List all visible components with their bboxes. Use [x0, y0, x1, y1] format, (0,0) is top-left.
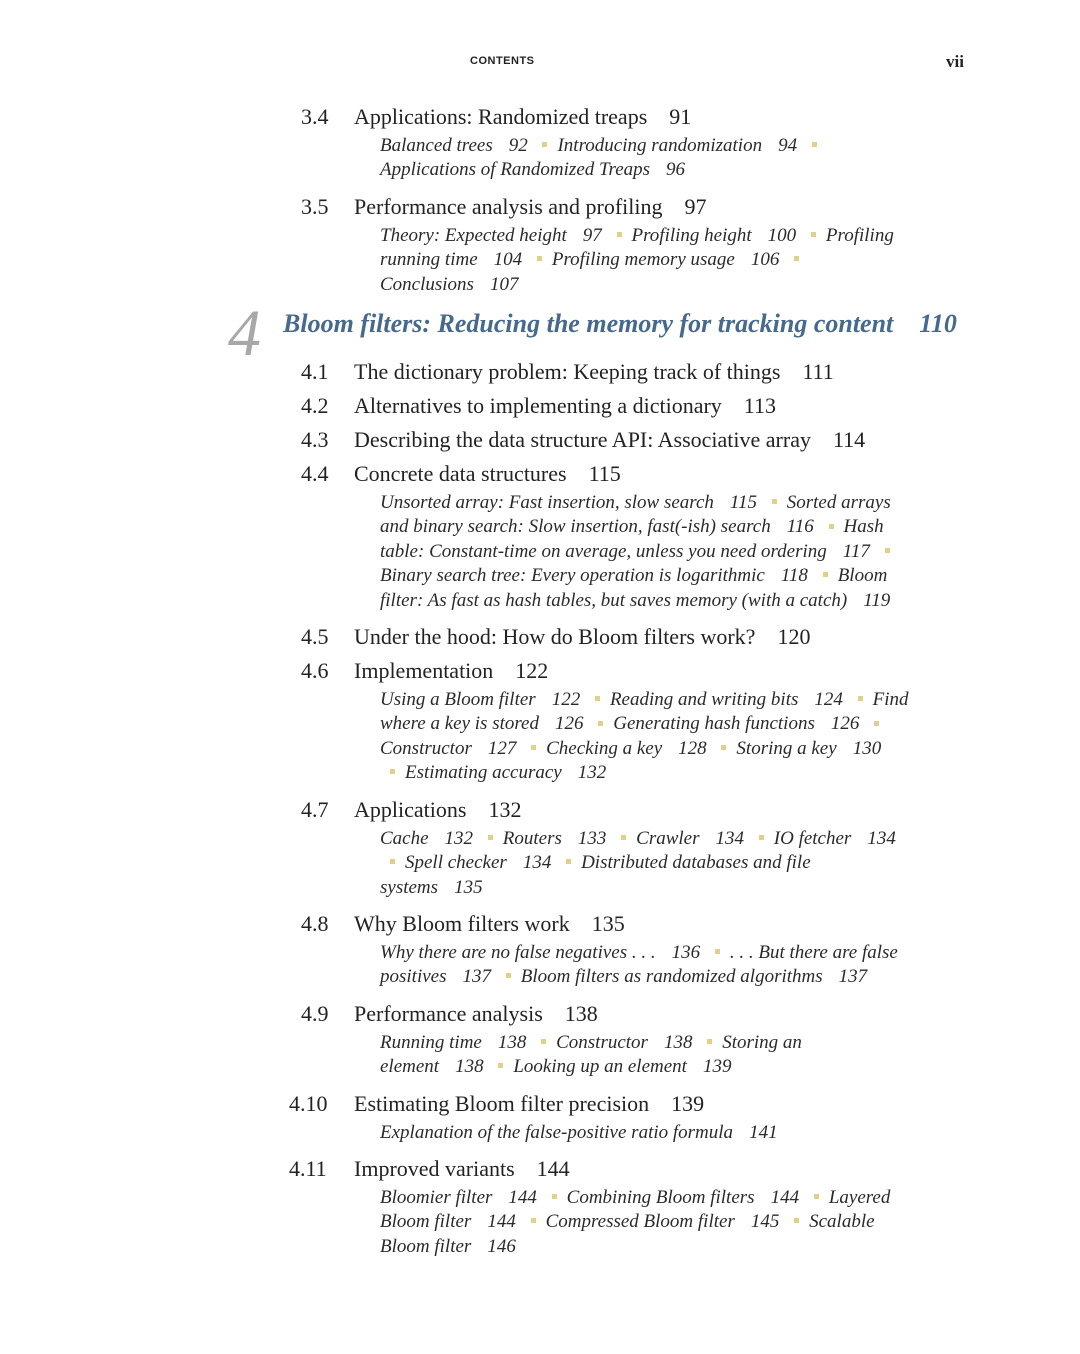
bullet-separator: [542, 142, 547, 147]
subsection-title: IO fetcher: [773, 827, 852, 849]
subsection-title: Why there are no false negatives . . .: [380, 941, 656, 963]
section-title-text: Estimating Bloom filter precision: [354, 1090, 650, 1116]
section-title-text: Applications: [354, 796, 467, 822]
section-title: [354, 654, 548, 688]
subsection-title: Find where a key is stored: [380, 689, 909, 735]
section-page: 115: [588, 461, 621, 487]
bullet-separator: [390, 859, 395, 864]
subsection-entry[interactable]: [557, 135, 797, 156]
subsection-page: 94: [778, 135, 798, 156]
toc-section[interactable]: [0, 100, 1080, 134]
section-title-text: Improved variants: [354, 1155, 515, 1181]
subsection-title: Explanation of the false-positive ratio formula: [380, 1121, 734, 1143]
toc-section[interactable]: [0, 457, 1080, 491]
section-page: 135: [591, 910, 625, 936]
bullet-separator: [566, 859, 571, 864]
section-title: [354, 100, 691, 134]
subsection-title: Estimating accuracy: [405, 762, 562, 784]
bullet-separator: [595, 696, 600, 701]
subsection-page: 122: [551, 689, 581, 711]
section-page: 111: [802, 359, 834, 385]
subsection-title: Combining Bloom filters: [566, 1186, 755, 1208]
toc-section[interactable]: [0, 389, 1080, 423]
subsection-title: Crawler: [636, 827, 700, 849]
subsection-page: 117: [842, 540, 870, 562]
section-number: 4.2: [301, 393, 329, 419]
subsection-entry[interactable]: [567, 1187, 799, 1208]
section-number: 3.5: [301, 193, 329, 219]
subsection-page: 118: [780, 565, 808, 587]
subsection-page: 138: [497, 1031, 527, 1053]
subsection-title: Profiling memory usage: [551, 249, 735, 271]
section-title: [354, 457, 621, 491]
section-title: [354, 907, 625, 941]
bullet-separator: [823, 572, 828, 577]
subsection-title: Profiling running time: [380, 224, 894, 271]
toc-section[interactable]: [0, 793, 1080, 827]
bullet-separator: [829, 524, 834, 529]
chapter-page: 110: [919, 309, 957, 339]
subsection-title: Checking a key: [546, 737, 663, 759]
subsection-page: 134: [867, 827, 896, 849]
subsection-entry[interactable]: [380, 135, 528, 156]
bullet-separator: [811, 232, 816, 237]
subsection-title: Bloomier filter: [380, 1186, 493, 1208]
subsection-title: Looking up an element: [513, 1056, 687, 1078]
subsection-page: 128: [678, 737, 707, 759]
subsection-page: 132: [444, 827, 474, 849]
section-number: 4.11: [289, 1155, 327, 1181]
subsection-page: 100: [767, 224, 797, 246]
section-title-text: Performance analysis: [354, 1000, 543, 1026]
bullet-separator: [531, 745, 536, 750]
toc-section[interactable]: [0, 907, 1080, 941]
subsection-title: Bloom filter: As fast as hash tables, but saves memory (with a catch): [380, 565, 888, 611]
subsection-title: Storing a key: [736, 737, 837, 759]
subsection-title: Introducing randomization: [557, 135, 763, 156]
table-of-contents: [0, 100, 1080, 1266]
section-title: [354, 620, 810, 654]
subsection-page: 97: [582, 224, 602, 246]
section-title-text: Alternatives to implementing a dictionary: [354, 393, 722, 419]
subsection-entry[interactable]: [380, 159, 685, 180]
subsection-list: [380, 827, 910, 900]
subsection-entry[interactable]: [380, 828, 473, 849]
section-page: 97: [684, 193, 707, 219]
section-title: [354, 389, 776, 423]
subsection-page: 107: [489, 273, 519, 295]
subsection-page: 137: [838, 966, 868, 988]
subsection-title: Using a Bloom filter: [380, 689, 536, 711]
subsection-page: 104: [493, 249, 523, 271]
subsection-title: Cache: [380, 827, 429, 849]
bullet-separator: [814, 1194, 819, 1199]
toc-section[interactable]: [0, 620, 1080, 654]
subsection-title: Constructor: [380, 737, 472, 759]
subsection-title: Layered Bloom filter: [380, 1186, 891, 1233]
bullet-separator: [858, 696, 863, 701]
subsection-page: 134: [522, 852, 552, 874]
section-number: 4.9: [301, 1000, 329, 1026]
subsection-entry[interactable]: [380, 689, 580, 710]
section-page: 114: [832, 427, 866, 453]
section-title: [354, 1152, 570, 1186]
subsection-page: 96: [666, 159, 686, 181]
section-title: [354, 793, 521, 827]
subsection-entry[interactable]: [380, 274, 518, 295]
bullet-separator: [707, 1039, 712, 1044]
subsection-entry[interactable]: [774, 828, 896, 849]
bullet-separator: [531, 1218, 536, 1223]
subsection-page: 135: [454, 876, 483, 898]
section-title-text: Describing the data structure API: Associative array: [354, 427, 811, 453]
subsection-list: [380, 224, 910, 297]
bullet-separator: [537, 256, 542, 261]
subsection-title: Theory: Expected height: [380, 224, 567, 246]
subsection-list: [380, 688, 910, 786]
subsection-entry[interactable]: [503, 828, 607, 849]
subsection-page: 144: [508, 1186, 537, 1208]
subsection-entry[interactable]: [380, 1187, 537, 1208]
subsection-page: 132: [577, 762, 607, 784]
bullet-separator: [598, 721, 603, 726]
section-title: [354, 997, 598, 1031]
subsection-list: [380, 491, 910, 613]
section-page: 113: [743, 393, 776, 419]
subsection-title: Sorted arrays and binary search: Slow insertion, fast(-ish) search: [380, 492, 891, 538]
subsection-title: Compressed Bloom filter: [545, 1211, 735, 1233]
subsection-page: 138: [455, 1056, 484, 1078]
toc-section[interactable]: [0, 355, 1080, 389]
toc-section[interactable]: [0, 190, 1080, 224]
running-header: CONTENTS: [470, 55, 535, 67]
subsection-entry[interactable]: [521, 966, 867, 987]
subsection-page: 144: [487, 1211, 516, 1233]
section-number: 4.6: [301, 658, 329, 684]
subsection-entry[interactable]: [380, 565, 808, 586]
section-number: 3.4: [301, 104, 329, 129]
subsection-entry[interactable]: [632, 225, 797, 246]
subsection-list: [380, 1186, 910, 1259]
bullet-separator: [488, 835, 493, 840]
subsection-page: 144: [770, 1186, 800, 1208]
bullet-separator: [885, 548, 890, 553]
subsection-entry[interactable]: [513, 1056, 731, 1077]
subsection-page: 92: [508, 135, 528, 156]
bullet-separator: [794, 256, 799, 261]
subsection-title: . . . But there are false positives: [380, 941, 898, 988]
section-number: 4.1: [301, 359, 329, 385]
section-title-text: Concrete data structures: [354, 461, 567, 487]
bullet-separator: [617, 232, 622, 237]
bullet-separator: [621, 835, 626, 840]
subsection-entry[interactable]: [380, 1122, 778, 1143]
subsection-entry[interactable]: [736, 738, 881, 759]
subsection-entry[interactable]: [552, 249, 779, 270]
subsection-entry[interactable]: [610, 689, 843, 710]
bullet-separator: [506, 973, 511, 978]
section-title-text: The dictionary problem: Keeping track of things: [354, 359, 781, 385]
section-page: 120: [777, 624, 811, 650]
subsection-title: Profiling height: [631, 224, 752, 246]
subsection-entry[interactable]: [380, 738, 516, 759]
subsection-entry[interactable]: [405, 762, 606, 783]
subsection-page: 127: [487, 737, 517, 759]
subsection-title: Running time: [380, 1031, 482, 1053]
subsection-entry[interactable]: [380, 942, 700, 963]
subsection-entry[interactable]: [405, 852, 551, 873]
toc-section[interactable]: [0, 1087, 1080, 1121]
subsection-page: 137: [462, 966, 491, 988]
subsection-page: 115: [729, 492, 757, 514]
subsection-page: 130: [852, 737, 882, 759]
chapter-heading[interactable]: [0, 297, 1080, 371]
subsection-title: Unsorted array: Fast insertion, slow search: [380, 492, 714, 514]
subsection-entry[interactable]: [380, 225, 602, 246]
subsection-title: Conclusions: [380, 273, 474, 295]
section-page: 144: [536, 1155, 570, 1181]
subsection-page: 133: [577, 827, 607, 849]
subsection-title: Spell checker: [405, 852, 507, 874]
subsection-page: 126: [830, 713, 860, 735]
bullet-separator: [541, 1039, 546, 1044]
bullet-separator: [390, 769, 395, 774]
section-page: 139: [671, 1090, 705, 1116]
subsection-page: 136: [671, 941, 701, 963]
subsection-page: 138: [663, 1031, 693, 1053]
section-title: [354, 1087, 704, 1121]
toc-section[interactable]: [0, 423, 1080, 457]
subsection-title: Scalable Bloom filter: [380, 1211, 875, 1257]
subsection-entry[interactable]: [613, 713, 859, 734]
subsection-page: 134: [715, 827, 745, 849]
chapter-title-text: Bloom filters: Reducing the memory for tracking content: [283, 309, 894, 339]
chapter-title: [283, 309, 957, 339]
bullet-separator: [794, 1218, 799, 1223]
subsection-title: Binary search tree: Every operation is logarithmic: [380, 565, 765, 587]
subsection-title: Routers: [502, 827, 562, 849]
section-number: 4.4: [301, 461, 329, 487]
subsection-list: [380, 1031, 910, 1080]
subsection-entry[interactable]: [556, 1032, 692, 1053]
toc-section[interactable]: [0, 1152, 1080, 1186]
subsection-title: Constructor: [556, 1031, 648, 1053]
page-number: vii: [946, 52, 964, 71]
section-page: 122: [515, 658, 549, 684]
toc-section[interactable]: [0, 654, 1080, 688]
bullet-separator: [552, 1194, 557, 1199]
subsection-title: Bloom filters as randomized algorithms: [520, 966, 823, 988]
bullet-separator: [759, 835, 764, 840]
bullet-separator: [715, 949, 720, 954]
section-number: 4.7: [301, 796, 329, 822]
section-title: [354, 355, 834, 389]
section-title: [354, 423, 865, 457]
subsection-entry[interactable]: [380, 1032, 526, 1053]
subsection-entry[interactable]: [380, 492, 757, 513]
section-page: 132: [488, 796, 522, 822]
subsection-list: [380, 941, 910, 990]
subsection-title: Storing an element: [380, 1031, 802, 1078]
subsection-title: Generating hash functions: [613, 713, 815, 735]
subsection-entry[interactable]: [636, 828, 744, 849]
toc-section[interactable]: [0, 997, 1080, 1031]
subsection-title: Hash table: Constant-time on average, unless you need ordering: [380, 516, 884, 562]
subsection-page: 119: [863, 589, 891, 611]
subsection-list: [380, 134, 910, 183]
subsection-title: Distributed databases and file systems: [380, 852, 811, 898]
subsection-page: 145: [750, 1211, 780, 1233]
subsection-page: 139: [702, 1056, 732, 1078]
section-title: [354, 190, 707, 224]
subsection-page: 124: [814, 689, 843, 711]
section-title-text: Applications: Randomized treaps: [354, 104, 648, 129]
subsection-entry[interactable]: [546, 738, 707, 759]
section-number: 4.8: [301, 910, 329, 936]
subsection-title: Balanced trees: [380, 135, 493, 156]
subsection-page: 116: [786, 516, 814, 538]
subsection-title: Applications of Randomized Treaps: [380, 159, 651, 181]
subsection-list: [380, 1121, 910, 1145]
section-title-text: Why Bloom filters work: [354, 910, 570, 936]
section-title-text: Implementation: [354, 658, 494, 684]
bullet-separator: [812, 142, 817, 147]
bullet-separator: [874, 721, 879, 726]
section-number: 4.3: [301, 427, 329, 453]
section-page: 91: [669, 104, 692, 129]
section-title-text: Performance analysis and profiling: [354, 193, 663, 219]
subsection-page: 126: [555, 713, 584, 735]
section-number: 4.10: [289, 1090, 328, 1116]
section-page: 138: [564, 1000, 598, 1026]
subsection-title: Reading and writing bits: [609, 689, 799, 711]
subsection-page: 106: [750, 249, 780, 271]
chapter-number: 4: [228, 297, 261, 371]
section-title-text: Under the hood: How do Bloom filters work?: [354, 624, 756, 650]
subsection-entry[interactable]: [546, 1211, 780, 1232]
bullet-separator: [721, 745, 726, 750]
subsection-page: 146: [487, 1235, 516, 1257]
section-number: 4.5: [301, 624, 329, 650]
subsection-page: 141: [749, 1121, 778, 1143]
bullet-separator: [772, 499, 777, 504]
bullet-separator: [498, 1063, 503, 1068]
